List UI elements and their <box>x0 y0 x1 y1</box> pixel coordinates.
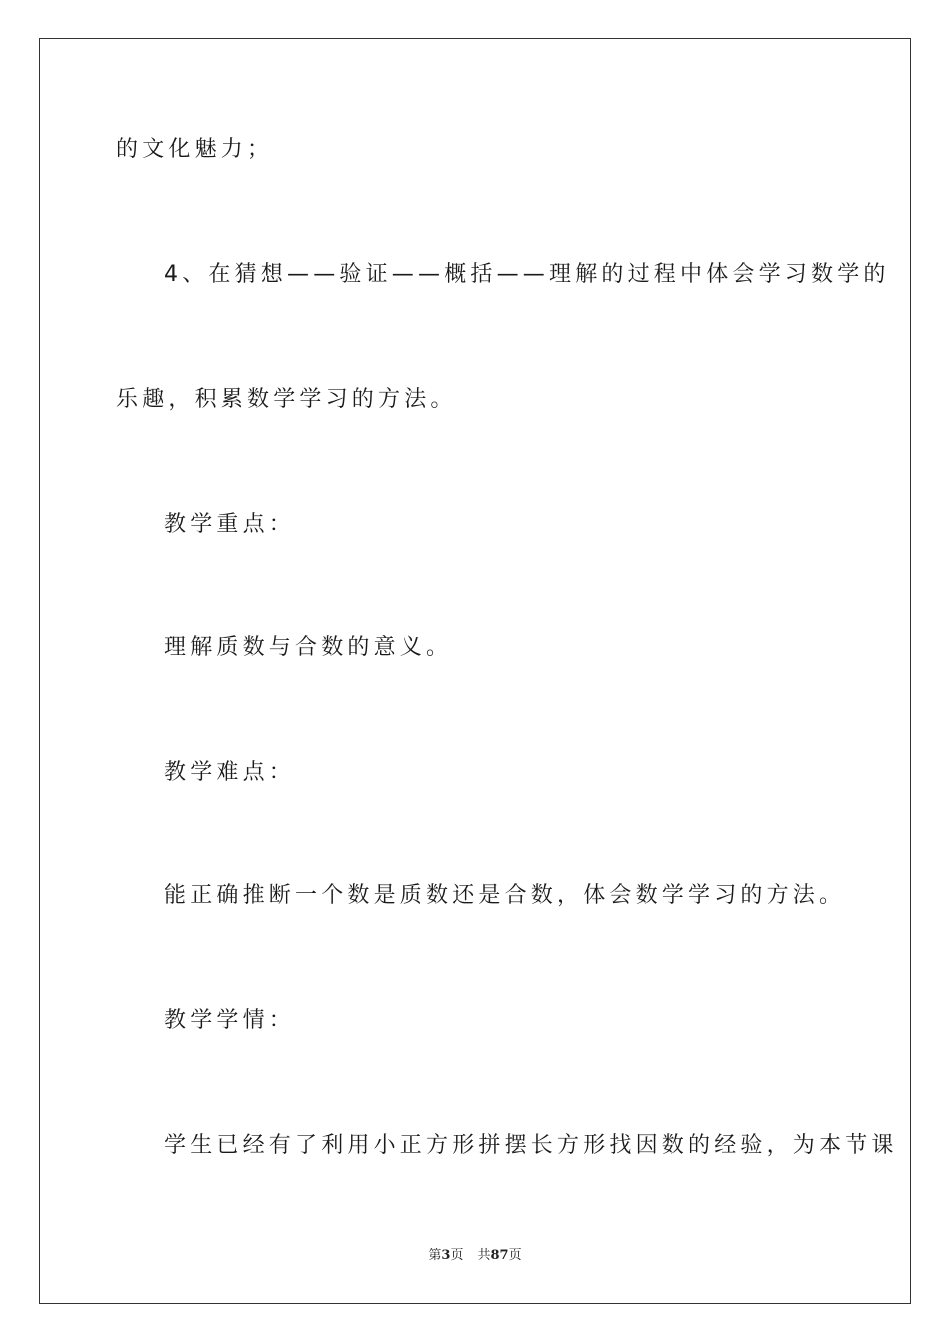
section-heading-learning-situation: 教学学情： <box>164 1008 296 1033</box>
paragraph-line-1: 的文化魅力； <box>116 137 274 162</box>
footer-total-suffix: 页 <box>508 1248 522 1263</box>
page-footer <box>0 1247 950 1265</box>
section-heading-key-points: 教学重点： <box>164 512 296 537</box>
footer-page-number: 3 <box>441 1248 451 1263</box>
paragraph-line-3: 乐趣，积累数学学习的方法。 <box>116 387 457 412</box>
paragraph-line-9: 学生已经有了利用小正方形拼摆长方形找因数的经验，为本节课 <box>164 1133 898 1158</box>
page-border <box>39 38 911 1304</box>
footer-page-prefix: 第 <box>428 1248 442 1263</box>
footer-total-pages: 87 <box>490 1248 509 1263</box>
footer-page-suffix: 页 <box>450 1248 464 1263</box>
footer-total-prefix: 共 <box>477 1248 491 1263</box>
paragraph-line-7: 能正确推断一个数是质数还是合数，体会数学学习的方法。 <box>164 883 846 908</box>
section-heading-difficulties: 教学难点： <box>164 760 296 785</box>
paragraph-line-5: 理解质数与合数的意义。 <box>164 635 453 660</box>
paragraph-line-2: 4、在猜想——验证——概括——理解的过程中体会学习数学的 <box>164 262 890 287</box>
